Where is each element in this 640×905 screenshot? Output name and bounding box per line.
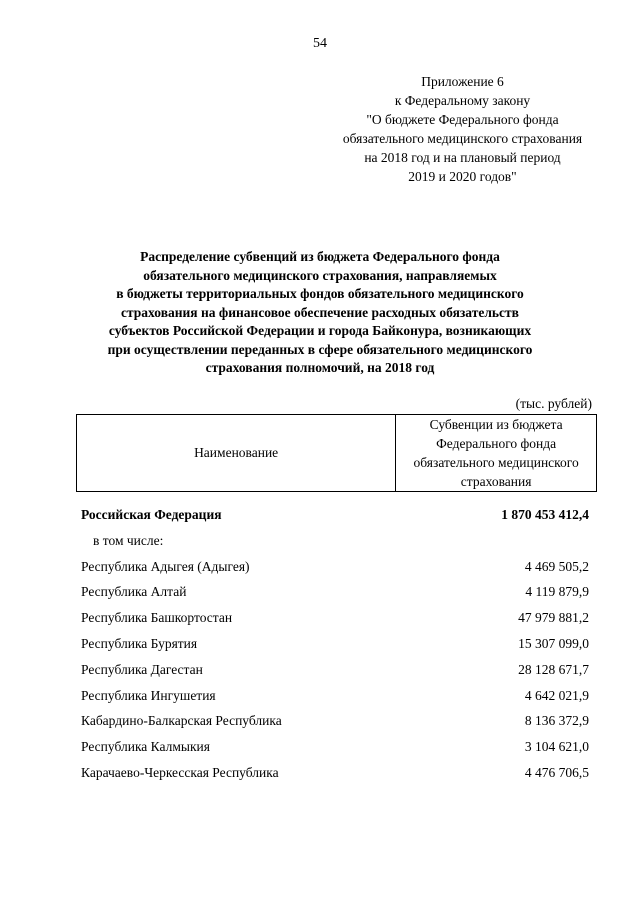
appendix-line: обязательного медицинского страхования [342,131,583,146]
row-name: Республика Башкортостан [81,610,233,626]
table-row-total [81,505,589,531]
row-name: Республика Ингушетия [81,687,216,703]
row-value: 3 104 621,0 [524,739,589,755]
row-name: Республика Алтай [81,584,187,600]
row-name: Республика Адыгея (Адыгея) [81,558,250,574]
row-name: Республика Дагестан [81,661,203,677]
row-value: 1 870 453 412,4 [501,507,589,522]
row-value: 15 307 099,0 [518,635,589,651]
appendix-line: к Федеральному закону [394,93,531,108]
appendix-line: "О бюджете Федерального фонда [366,112,559,127]
table-row [81,711,589,737]
row-value: 4 476 706,5 [524,764,589,780]
title-line: Распределение субвенций из бюджета Федерального фонда [140,249,500,264]
table-row [81,557,589,583]
title-line: в бюджеты территориальных фондов обязательного медицинского [116,286,524,301]
appendix-line: на 2018 год и на плановый период [364,150,561,165]
table-row [81,608,589,634]
table-row [81,737,589,763]
header-sum-column [396,415,597,492]
title-line: страхования полномочий, на 2018 год [205,360,435,375]
row-name: Республика Бурятия [81,635,198,651]
page-number: 54 [313,36,327,51]
row-value: 8 136 372,9 [524,713,589,729]
title-line: обязательного медицинского страхования, направляемых [143,267,497,283]
header-name-column: Наименование [77,415,396,492]
header-sum-line: страхования [460,474,532,489]
title-line: страхования на финансовое обеспечение расходных обязательств [121,304,519,320]
document-title [60,248,580,378]
table-row [81,686,589,712]
appendix-note [300,72,625,186]
header-sum-line: Субвенции из бюджета [429,417,563,432]
row-value: 28 128 671,7 [518,661,589,677]
table-row [81,634,589,660]
table-header [76,414,597,492]
title-line: при осуществлении переданных в сфере обязательного медицинского [107,341,533,357]
title-line: субъектов Российской Федерации и города Байконура, возникающих [108,323,532,338]
appendix-line: 2019 и 2020 годов" [408,169,517,184]
row-name: Республика Калмыкия [81,739,210,755]
row-name: Российская Федерация [81,507,222,522]
appendix-line: Приложение 6 [421,74,504,89]
header-sum-line: обязательного медицинского [413,455,579,470]
table-row [81,582,589,608]
row-value: 4 642 021,9 [524,687,589,703]
row-name: Карачаево-Черкесская Республика [81,764,279,780]
table-row-subheading [81,531,589,557]
row-name: в том числе: [93,532,164,548]
units-label: (тыс. рублей) [515,396,592,411]
row-value: 4 469 505,2 [524,558,589,574]
header-sum-line: Федерального фонда [436,436,557,451]
row-value: 4 119 879,9 [525,584,589,600]
table-row [81,660,589,686]
table-row [81,763,589,789]
row-value: 47 979 881,2 [518,610,589,626]
row-name: Кабардино-Балкарская Республика [81,713,282,729]
data-rows [81,505,589,789]
